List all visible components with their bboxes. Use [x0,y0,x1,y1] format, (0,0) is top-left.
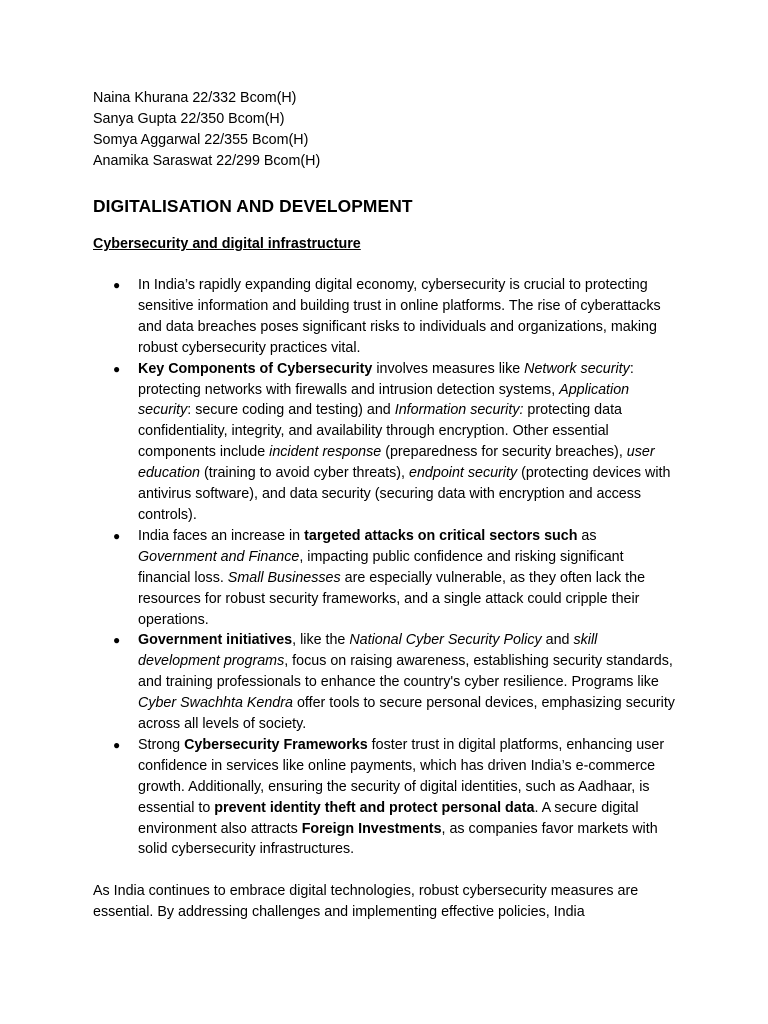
italic-text: endpoint security [409,465,518,482]
bold-text: Government initiatives [138,632,293,649]
bullet-text: protecting data confidentiality, integrity, and availability through encryption. Other essential components include [138,402,623,461]
bullet-text: offer tools to secure personal devices, emphasizing security across all levels of society. [138,695,675,733]
italic-text: Application security [138,381,630,419]
bullet-text: Strong [138,736,185,753]
bullet-text: (preparedness for security breaches), [381,444,627,461]
bullet-text: involves measures like [372,360,525,377]
bullet-text: , like the [292,632,350,649]
bullet-text: and [541,632,574,649]
bullet-item-key-components [93,359,678,526]
bullet-icon: ● [113,278,121,292]
bullet-icon: ● [113,737,121,752]
italic-text: Cyber Swachhta Kendra [138,695,293,712]
italic-text: Network security [524,360,630,377]
bullet-text: , as companies favor markets with solid cybersecurity infrastructures. [138,820,658,858]
italic-text: Information security: [394,402,524,419]
author-line: Somya Aggarwal 22/355 Bcom(H) [93,132,309,148]
bullet-text: India faces an increase in [138,527,305,544]
italic-text: user education [138,444,655,482]
bullet-item-targeted-attacks [93,526,678,631]
bullet-text: , focus on raising awareness, establishing security standards, and training professionals to enhance the country's cyber resilience. Programs like [138,653,673,691]
document-title: DIGITALISATION AND DEVELOPMENT [93,196,413,216]
bullet-icon: ● [113,528,121,543]
bullet-item-cybersecurity-frameworks [93,735,678,860]
bullet-text: are especially vulnerable, as they often lack the resources for robust security frameworks, and a single attack could cripple their operations. [138,569,646,628]
bullet-text: , impacting public confidence and risking significant financial loss. [138,548,624,586]
bullet-item-digital-economy [93,275,678,359]
author-list [93,88,768,172]
bullet-text: (protecting devices with antivirus software), and data security (securing data with encryption and access controls). [138,465,671,523]
bold-text: prevent identity theft and protect personal data [214,799,535,816]
author-line: Anamika Saraswat 22/299 Bcom(H) [93,153,321,169]
italic-text: Government and Finance [138,548,300,565]
italic-text: National Cyber Security Policy [349,632,542,649]
bullet-text: foster trust in digital platforms, enhancing user confidence in services like online payments, which has driven India’s e-commerce growth. Additionally, ensuring the security of digital identities, such as Aadhaar, is essential to [138,736,665,816]
bullet-text: In India’s rapidly expanding digital economy, cybersecurity is crucial to protecting sensitive information and building trust in online platforms. The rise of cyberattacks and data breaches poses significant risks to individuals and organizations, making robust cybersecurity practices vital. [138,277,661,356]
section-heading: Cybersecurity and digital infrastructure [93,236,361,252]
author-line: Naina Khurana 22/332 Bcom(H) [93,90,297,106]
bold-text: Cybersecurity Frameworks [184,736,368,753]
author-line: Sanya Gupta 22/350 Bcom(H) [93,111,285,127]
closing-paragraph: As India continues to embrace digital technologies, robust cybersecurity measures are essential. By addressing challenges and implementing effective policies, India [93,883,639,921]
bullet-text: : secure coding and testing) and [187,402,395,419]
bullet-icon: ● [113,361,121,376]
italic-text: Small Businesses [227,569,341,586]
bold-text: targeted attacks on critical sectors such [304,527,578,544]
bullet-text: (training to avoid cyber threats), [200,465,410,482]
bold-text: Foreign Investments [301,820,442,837]
bullet-text: as [577,527,597,544]
italic-text: incident response [269,444,382,461]
bullet-icon: ● [113,633,121,648]
bold-text: Key Components of Cybersecurity [138,360,373,377]
bullet-text: : protecting networks with firewalls and intrusion detection systems, [138,360,634,398]
italic-text: skill development programs [138,632,598,670]
bullet-text: . A secure digital environment also attracts [138,799,639,837]
bullet-item-government-initiatives [93,630,678,735]
bullet-list [93,275,678,860]
